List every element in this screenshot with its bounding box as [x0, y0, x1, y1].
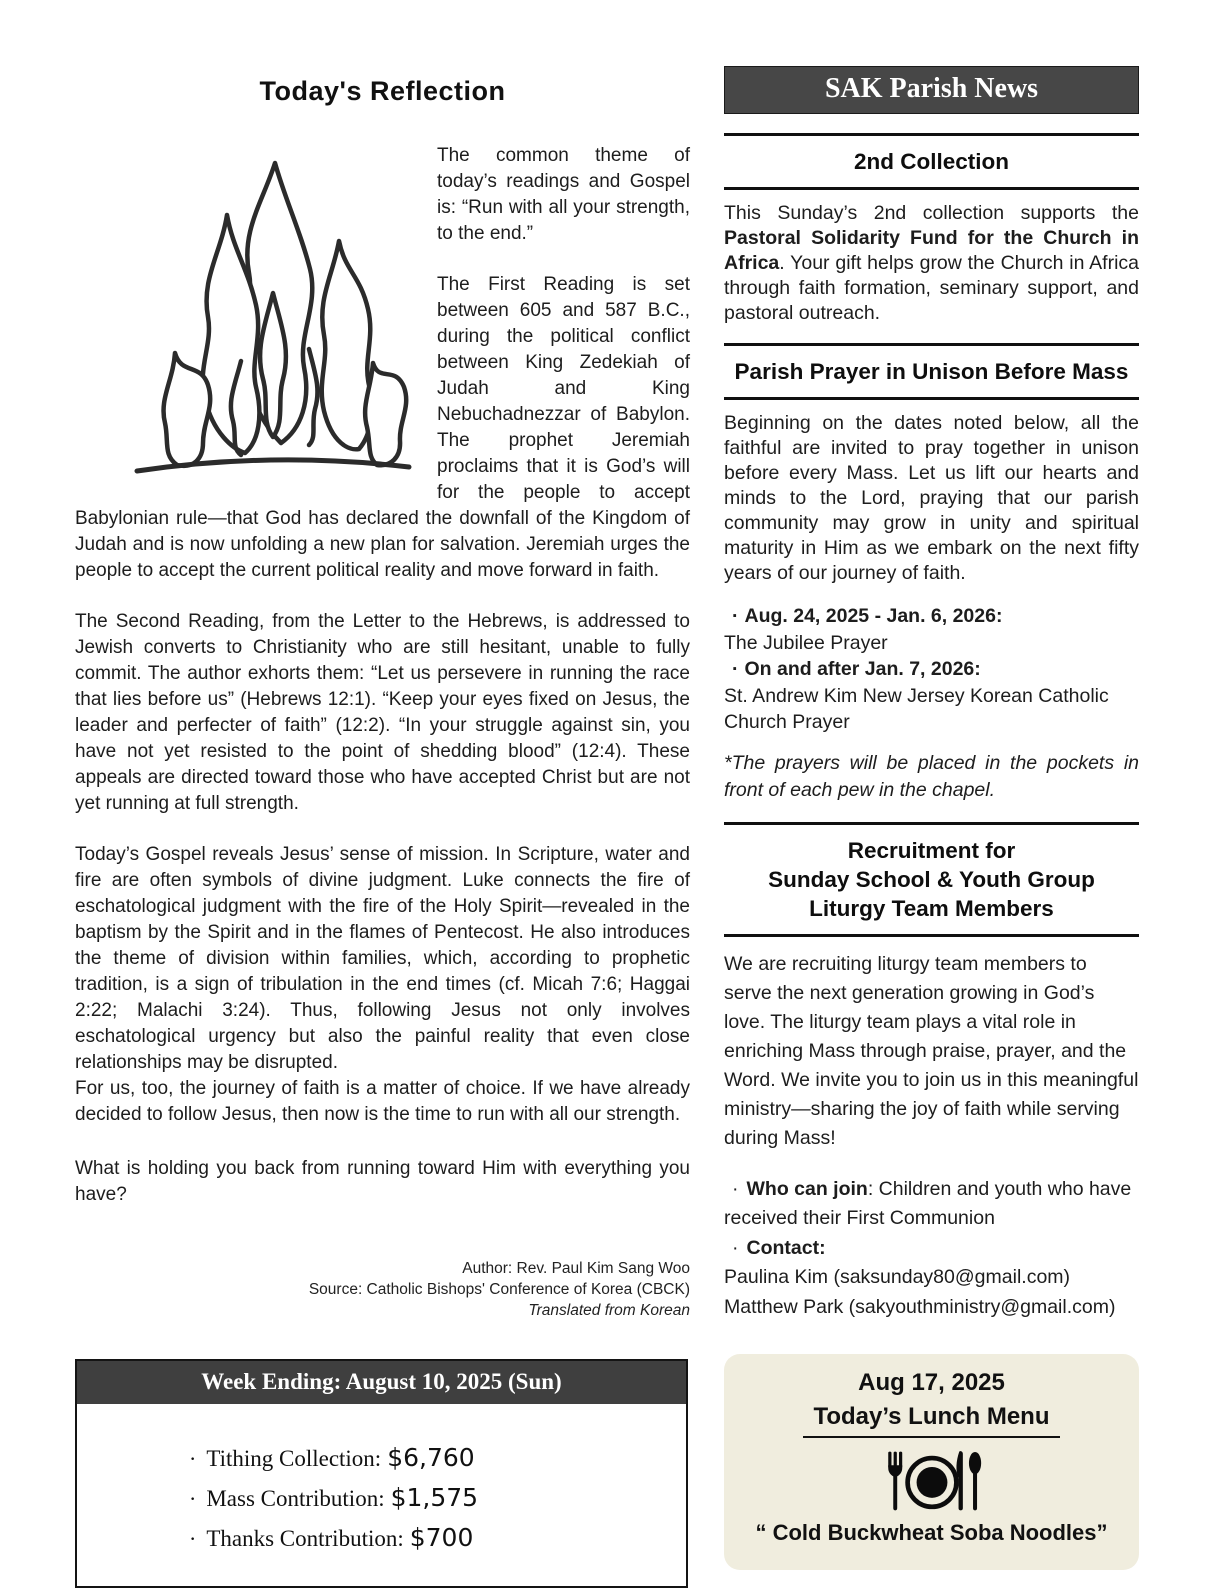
bullet-dot: · [189, 1486, 197, 1511]
divider [724, 822, 1139, 825]
closing-question: What is holding you back from running toward Him with everything you have? [75, 1158, 690, 1205]
collection-row [189, 1443, 686, 1472]
collection-amount: $700 [409, 1523, 474, 1552]
date-range: Aug. 24, 2025 - Jan. 6, 2026: [744, 605, 1003, 627]
collection-label: Mass Contribution: [206, 1486, 385, 1511]
plate-and-cutlery-icon [876, 1448, 988, 1514]
divider [724, 397, 1139, 400]
collection-row [189, 1483, 686, 1512]
lunch-menu-card [724, 1354, 1139, 1570]
section-title-recruitment [724, 836, 1139, 923]
week-box-body [77, 1404, 686, 1586]
reflection-body [75, 143, 690, 1208]
collection-paragraph [724, 201, 1139, 326]
divider [724, 934, 1139, 937]
bullet-dot: · [732, 658, 739, 680]
collection-label: Tithing Collection: [206, 1446, 382, 1471]
bullet-dot: · [732, 605, 739, 627]
title-line: Sunday School & Youth Group [768, 866, 1095, 892]
weekly-collection-box [75, 1359, 688, 1588]
recruitment-paragraph: We are recruiting liturgy team members to serve the next generation growing in God’s love. The liturgy team plays a vital role in enriching Mass through praise, prayer, and the Word. We invite you to join us in this meaningful ministry—sharing the joy of faith while serving during Mass! [724, 952, 1139, 1149]
title-line: Liturgy Team Members [809, 895, 1054, 921]
who-can-join-label: Who can join [746, 1177, 868, 1200]
collection-row [189, 1523, 686, 1552]
collection-amount: $6,760 [387, 1443, 475, 1472]
collection-amount: $1,575 [390, 1483, 479, 1512]
who-can-join-text: : Children and youth who have received their First Communion [724, 1177, 1132, 1229]
paragraph: The Second Reading, from the Letter to the Hebrews, is addressed to Jewish converts to Christianity who are still hesitant, unable to fully commit. The author exhorts them: “Let us persevere in running the race that lies before us” (Hebrews 12:1). “Keep your eyes fixed on Jesus, the leader and perfecter of faith” (12:2). “In your struggle against sin, you have not yet resisted to the point of shedding blood” (12:4). These appeals are directed toward those who have accepted Christ but are not yet running at full strength. [75, 611, 690, 814]
contact-person: Paulina Kim (saksunday80@gmail.com) [724, 1266, 1071, 1288]
source-line: Source: Catholic Bishops' Conference of Korea (CBCK) [308, 1281, 690, 1298]
attribution-block [75, 1258, 690, 1321]
prayer-footnote: *The prayers will be placed in the pockets in front of each pew in the chapel. [724, 751, 1139, 801]
lunch-date: Aug 17, 2025 [858, 1369, 1005, 1396]
fund-name-bold: Pastoral Solidarity Fund for the Church in Africa [724, 227, 1139, 274]
collection-label: Thanks Contribution: [206, 1526, 404, 1551]
prayer-schedule-label [724, 603, 1139, 630]
date-range: On and after Jan. 7, 2026: [744, 658, 981, 680]
lunch-menu-item: “ Cold Buckwheat Soba Noodles” [755, 1520, 1108, 1545]
bullet-dot: · [732, 1236, 739, 1259]
prayer-schedule-value: The Jubilee Prayer [724, 631, 888, 654]
section-title-2nd-collection: 2nd Collection [853, 149, 1009, 174]
section-title-parish-prayer: Parish Prayer in Unison Before Mass [734, 359, 1129, 384]
prayer-schedule-value: St. Andrew Kim New Jersey Korean Catholic Church Prayer [724, 684, 1109, 733]
text-run: . Your gift helps grow the Church in Africa through faith formation, seminary support, and pastoral outreach. [724, 252, 1139, 324]
contact-person: Matthew Park (sakyouthministry@gmail.com) [724, 1295, 1116, 1318]
bullet-dot: · [189, 1526, 197, 1551]
flame-icon [123, 153, 423, 483]
parish-news-column [724, 66, 1139, 1588]
prayer-schedule-label [724, 656, 1139, 683]
paragraph: The First Reading is set between 605 and 587 B.C., during the political conflict between King Zedekiah of Judah and King Nebuchadnezzar of Babylon. The prophet Jeremiah proclaims that it is God’s will for the people to accept Babylonian rule—that God has declared the downfall of the Kingdom of Judah and is now unfolding a new plan for salvation. Jeremiah urges the people to accept the current political reality and move forward in faith. [75, 274, 690, 581]
paragraph: For us, too, the journey of faith is a matter of choice. If we have already decided to follow Jesus, then now is the time to run with all our strength. [75, 1078, 690, 1125]
divider [724, 187, 1139, 190]
lunch-menu-title: Today’s Lunch Menu [803, 1402, 1059, 1438]
paragraph: The common theme of today’s readings and Gospel is: “Run with all your strength, to the end.” [437, 145, 690, 244]
page-title: Today's Reflection [259, 76, 506, 106]
reflection-column [75, 66, 690, 1588]
parish-news-header: SAK Parish News [724, 66, 1139, 114]
contact-label: Contact: [746, 1236, 826, 1259]
contact-label-line [724, 1234, 1139, 1264]
prayer-paragraph: Beginning on the dates noted below, all the faithful are invited to pray together in unison before every Mass. Let us lift our hearts and minds to the Lord, praying that our parish community may grow in unity and spiritual maturity in Him as we embark on the next fifty years of our journey of faith. [724, 412, 1139, 584]
author-line: Author: Rev. Paul Kim Sang Woo [462, 1260, 690, 1277]
bullet-dot: · [189, 1446, 197, 1471]
divider [724, 133, 1139, 136]
title-line: Recruitment for [847, 837, 1016, 863]
who-can-join-line [724, 1175, 1139, 1234]
text-run: This Sunday’s 2nd collection supports the [724, 202, 1139, 224]
translation-note: Translated from Korean [528, 1302, 690, 1319]
divider [724, 343, 1139, 346]
bullet-dot: · [732, 1177, 739, 1200]
paragraph: Today’s Gospel reveals Jesus’ sense of mission. In Scripture, water and fire are often symbols of divine judgment. Luke connects the fire of eschatological judgment with the fire of the Holy Spirit—revealed in the baptism by the Spirit and in the flames of Pentecost. He also introduces the theme of division within families, which, according to prophetic tradition, is a sign of tribulation in the end times (cf. Micah 7:6; Haggai 2:22; Malachi 3:24). Thus, following Jesus not only involves eschatological urgency but also the painful reality that even close relationships may be disrupted. [75, 844, 690, 1073]
week-box-header: Week Ending: August 10, 2025 (Sun) [77, 1361, 686, 1404]
